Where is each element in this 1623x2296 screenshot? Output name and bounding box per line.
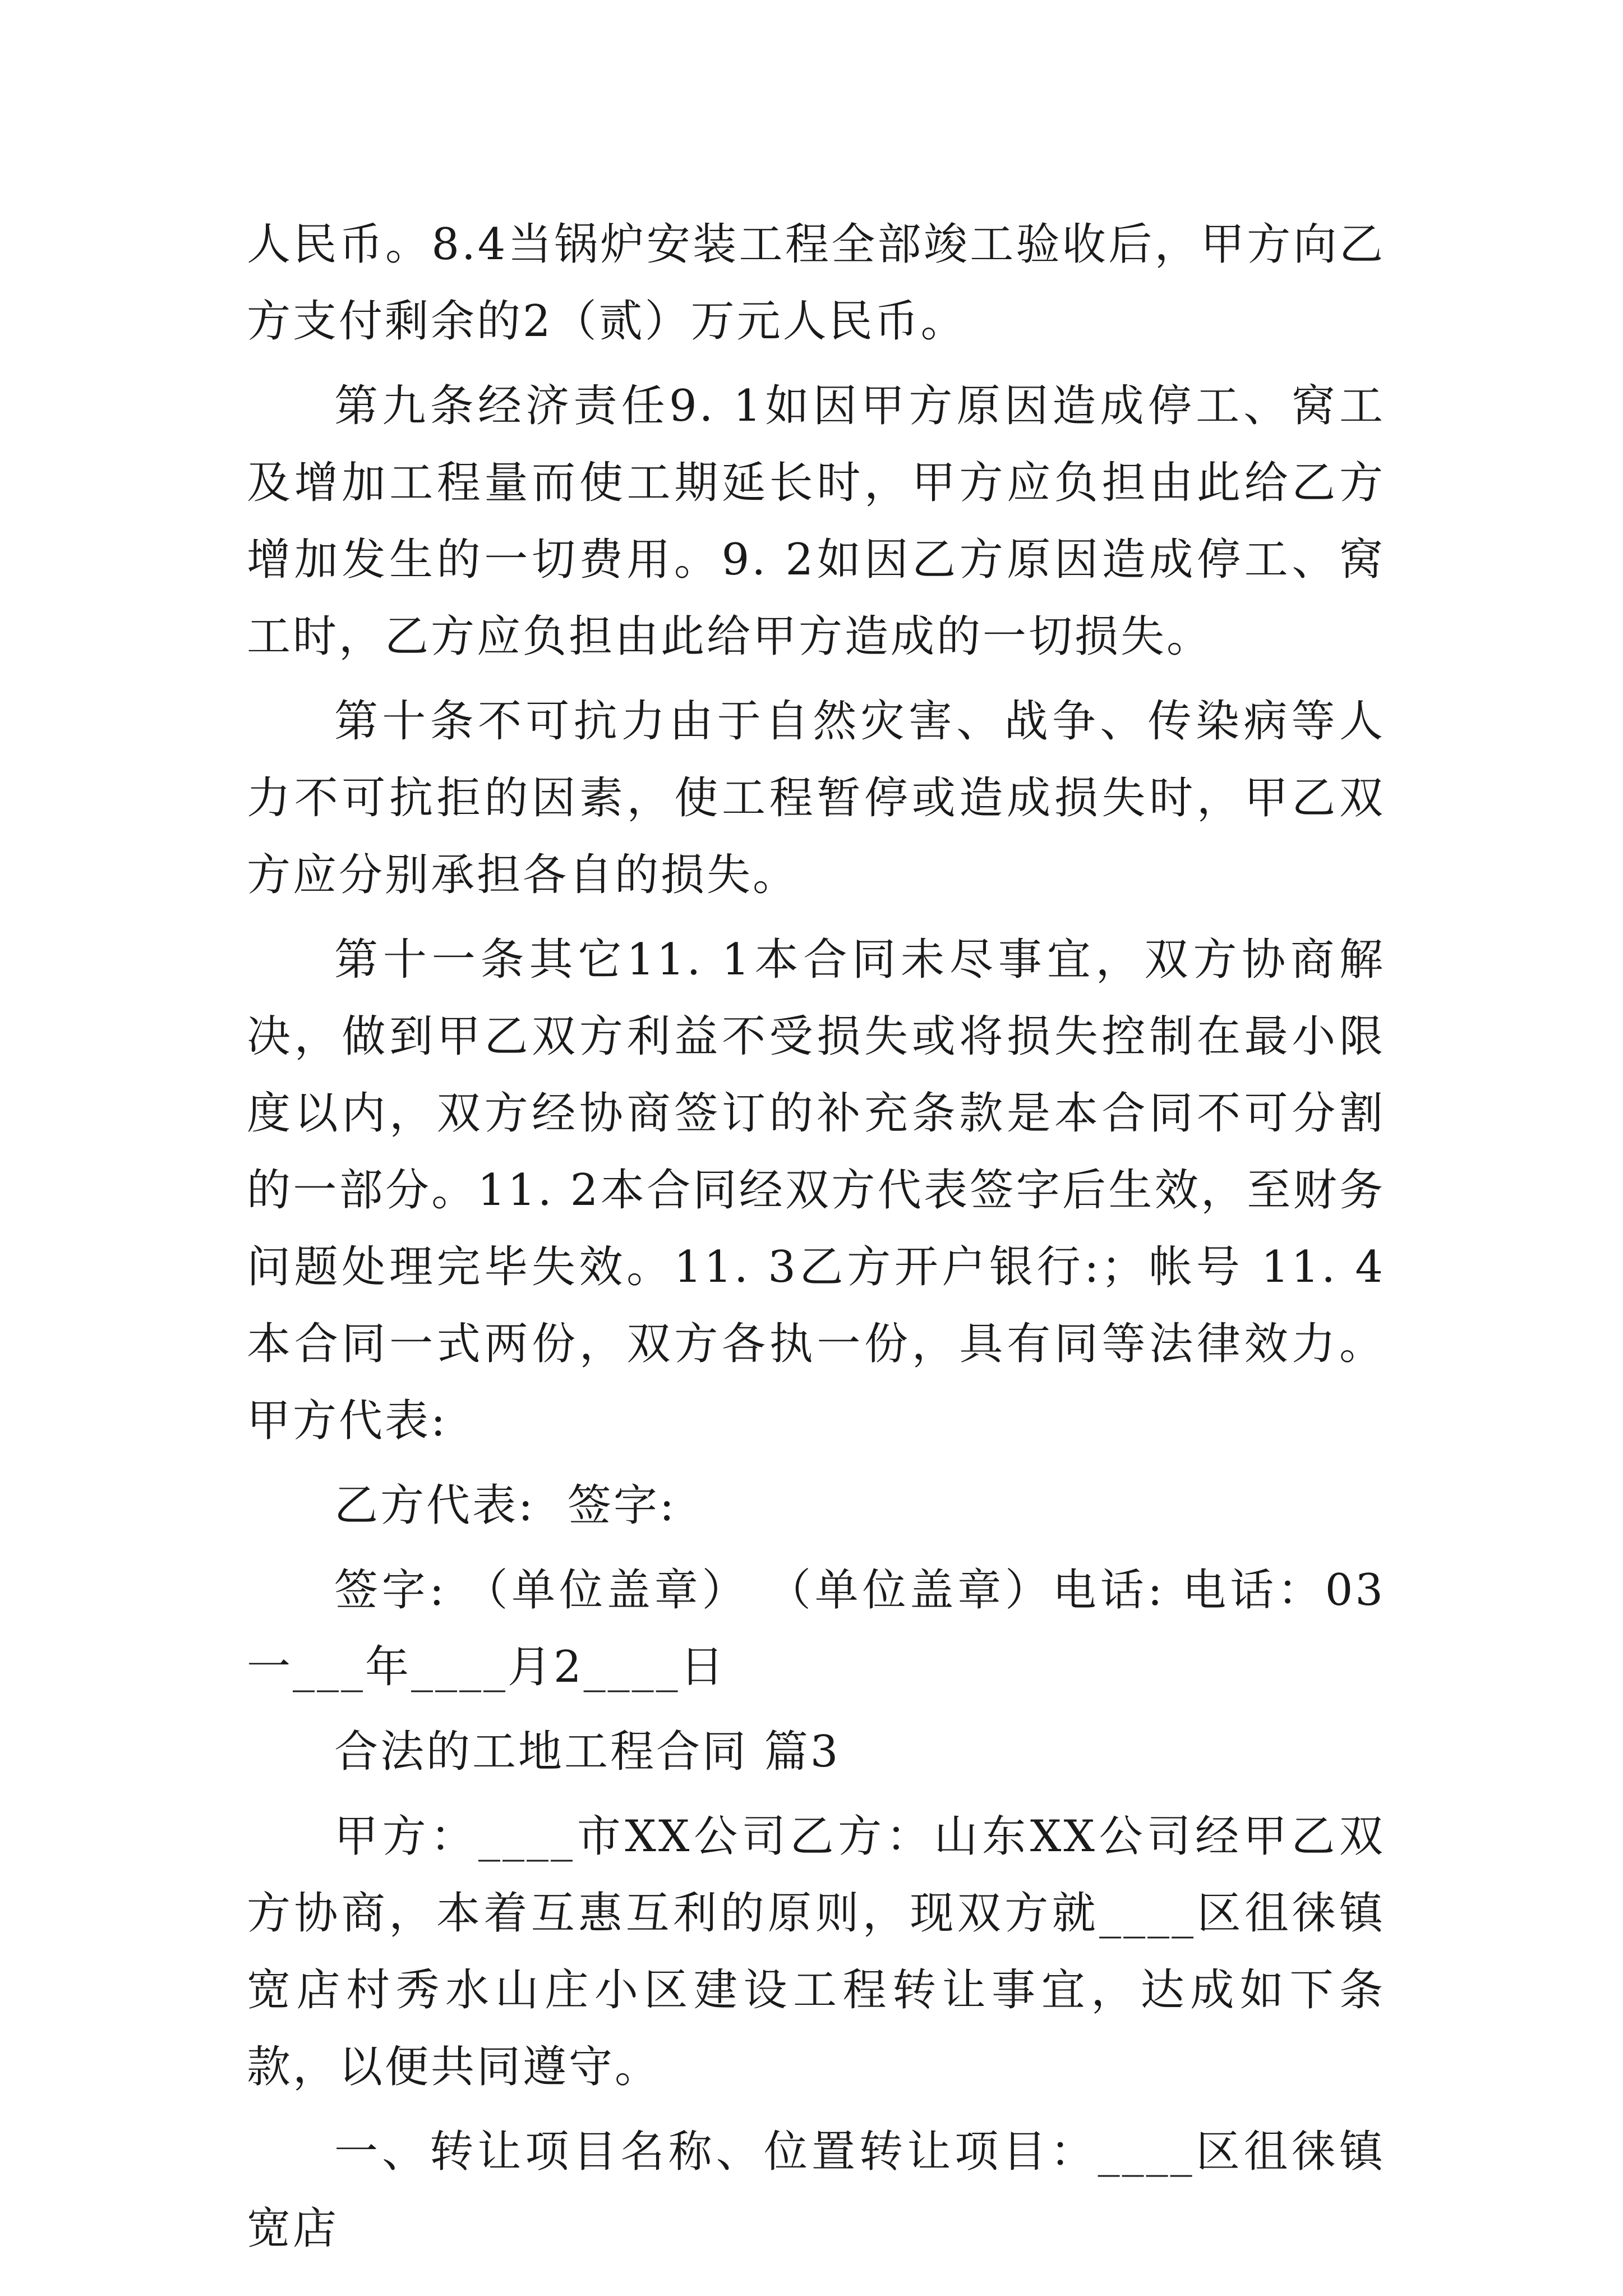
document-body: [247, 206, 1385, 2267]
paragraph-payment-terms: 人民币。8.4当锅炉安装工程全部竣工验收后，甲方向乙方支付剩余的2（贰）万元人民币。: [247, 219, 1385, 347]
paragraph-project-name: 一、转让项目名称、位置转让项目：____区徂徕镇宽店: [247, 2127, 1385, 2254]
paragraph-article-11: 第十一条其它11. 1本合同未尽事宜，双方协商解决，做到甲乙双方利益不受损失或将损失控制在最小限度以内，双方经协商签订的补充条款是本合同不可分割的一部分。11. 2本合同经双方代表签字后生效，至财务问题处理完毕失效。11. 3乙方开户银行:；帐号 11. 4本合同一式两份，双方各执一份，具有同等法律效力。甲方代表:: [247, 935, 1385, 1446]
paragraph-article-10: 第十条不可抗力由于自然灾害、战争、传染病等人力不可抗拒的因素，使工程暂停或造成损失时，甲乙双方应分别承担各自的损失。: [247, 696, 1385, 900]
paragraph-party-b-representative: 乙方代表: 签字:: [334, 1480, 677, 1531]
paragraph-parties: 甲方：____市XX公司乙方：山东XX公司经甲乙双方协商，本着互惠互利的原则，现双方就____区徂徕镇宽店村秀水山庄小区建设工程转让事宜，达成如下条款，以便共同遵守。: [247, 1811, 1385, 2092]
paragraph-article-9: 第九条经济责任9. 1如因甲方原因造成停工、窝工及增加工程量而使工期延长时，甲方应负担由此给乙方增加发生的一切费用。9. 2如因乙方原因造成停工、窝工时，乙方应负担由此给甲方造成的一切损失。: [247, 381, 1385, 662]
section-heading: 合法的工地工程合同 篇3: [334, 1727, 841, 1777]
paragraph-signature-seal: 签字: （单位盖章） （单位盖章）电话: 电话：03一___年____月2____日: [247, 1565, 1385, 1692]
